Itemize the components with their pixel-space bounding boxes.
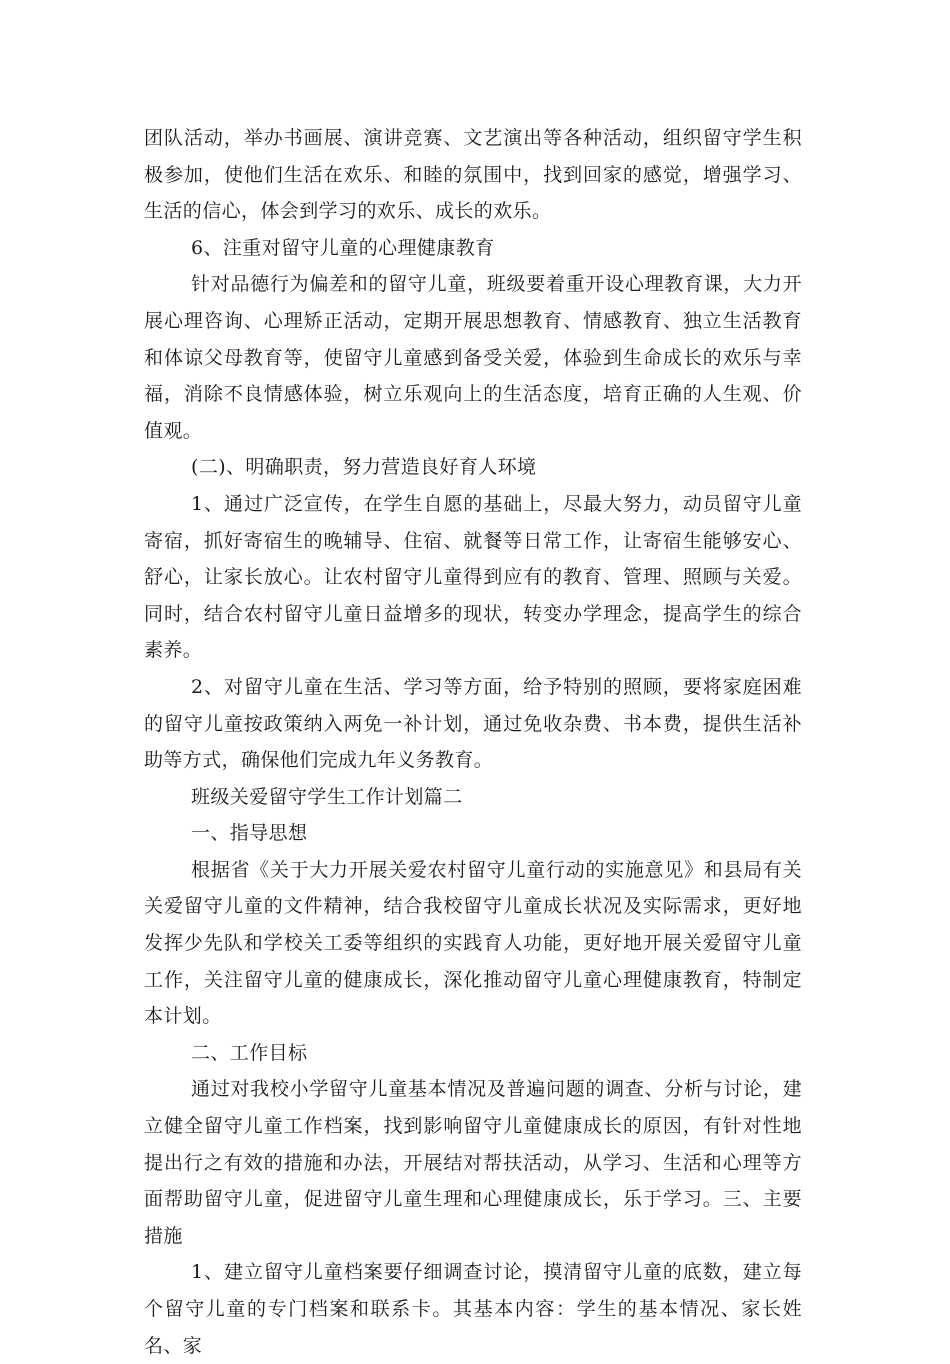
body-paragraph: 1、建立留守儿童档案要仔细调查讨论，摸清留守儿童的底数，建立每个留守儿童的专门档案和联系卡。其基本内容：学生的基本情况、家长姓名、家 xyxy=(144,1261,802,1357)
section-heading: 二、工作目标 xyxy=(191,1041,308,1064)
section-heading: 一、指导思想 xyxy=(191,822,308,845)
body-paragraph: 通过对我校小学留守儿童基本情况及普遍问题的调查、分析与讨论，建立健全留守儿童工作档案，找到影响留守儿童健康成长的原因，有针对性地提出行之有效的措施和办法，开展结对帮扶活动，从学习、生活和心理等方面帮助留守儿童，促进留守儿童生理和心理健康成长，乐于学习。三、主要措施 xyxy=(144,1078,802,1247)
document-body xyxy=(144,120,802,1364)
section-heading: (二)、明确职责，努力营造良好育人环境 xyxy=(191,456,537,479)
section-heading: 6、注重对留守儿童的心理健康教育 xyxy=(191,236,495,259)
body-paragraph: 团队活动，举办书画展、演讲竞赛、文艺演出等各种活动，组织留守学生积极参加，使他们生活在欢乐、和睦的氛围中，找到回家的感觉，增强学习、生活的信心，体会到学习的欢乐、成长的欢乐。 xyxy=(144,127,802,223)
body-paragraph: 根据省《关于大力开展关爱农村留守儿童行动的实施意见》和县局有关关爱留守儿童的文件精神，结合我校留守儿童成长状况及实际需求，更好地发挥少先队和学校关工委等组织的实践育人功能，更好地开展关爱留守儿童工作，关注留守儿童的健康成长，深化推动留守儿童心理健康教育，特制定本计划。 xyxy=(144,858,802,1028)
body-paragraph: 2、对留守儿童在生活、学习等方面，给予特别的照顾，要将家庭困难的留守儿童按政策纳入两免一补计划，通过免收杂费、书本费，提供生活补助等方式，确保他们完成九年义务教育。 xyxy=(144,675,802,772)
document-title: 班级关爱留守学生工作计划篇二 xyxy=(191,785,463,808)
body-paragraph: 1、通过广泛宣传，在学生自愿的基础上，尽最大努力，动员留守儿童寄宿，抓好寄宿生的晚辅导、住宿、就餐等日常工作，让寄宿生能够安心、舒心，让家长放心。让农村留守儿童得到应有的教育、管理、照顾与关爱。同时，结合农村留守儿童日益增多的现状，转变办学理念，提高学生的综合素养。 xyxy=(144,492,802,662)
body-paragraph: 针对品德行为偏差和的留守儿童，班级要着重开设心理教育课，大力开展心理咨询、心理矫正活动，定期开展思想教育、情感教育、独立生活教育和体谅父母教育等，使留守儿童感到备受关爱，体验到生命成长的欢乐与幸福，消除不良情感体验，树立乐观向上的生活态度，培育正确的人生观、价值观。 xyxy=(144,273,802,442)
